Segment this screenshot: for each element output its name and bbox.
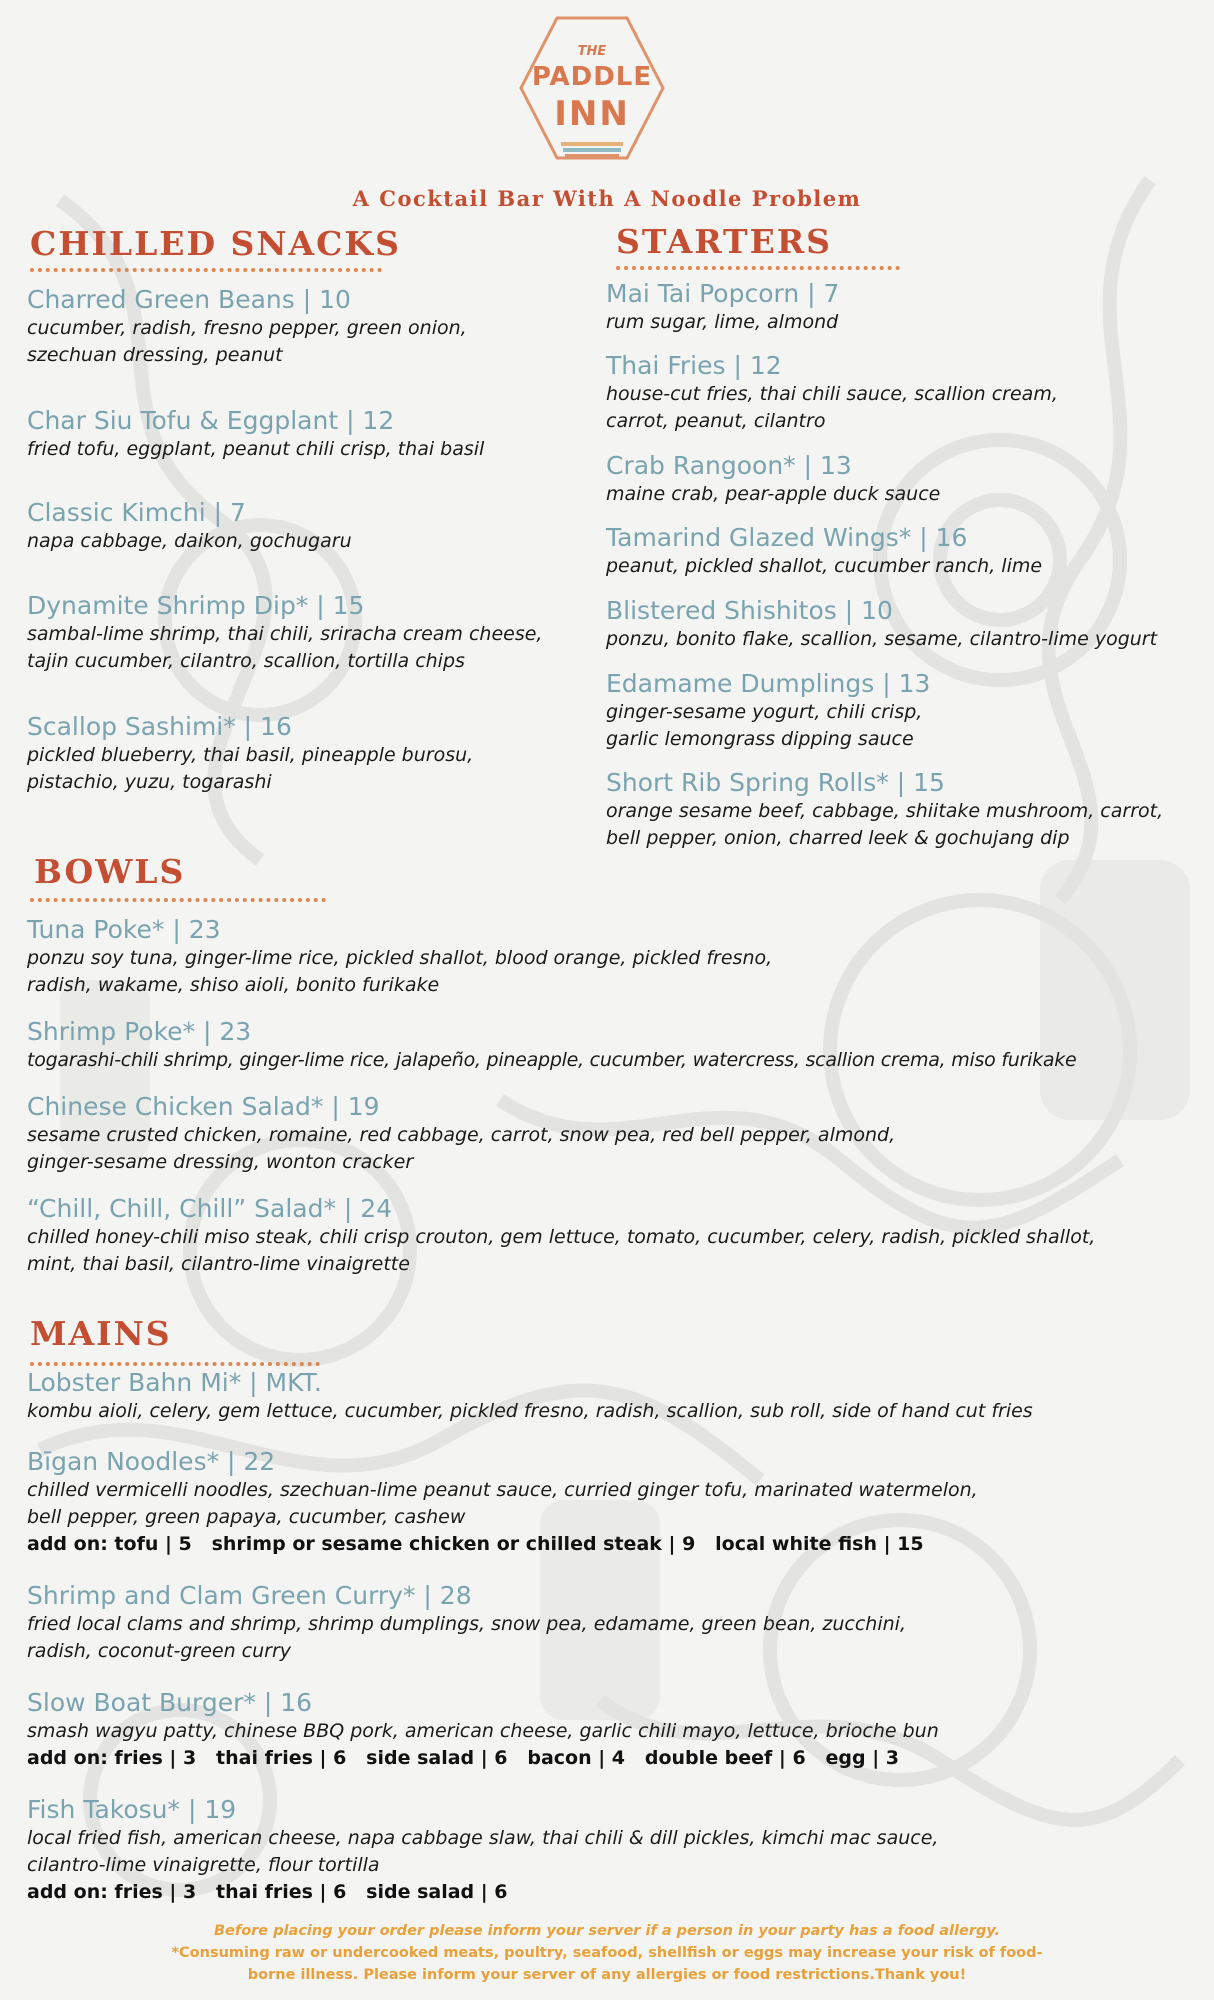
item-name: Tamarind Glazed Wings* | 16: [606, 523, 968, 552]
item-description: [606, 309, 839, 336]
section-divider: [30, 1362, 320, 1366]
menu-item: [27, 1016, 1077, 1074]
item-name: Classic Kimchi | 7: [27, 498, 246, 527]
notice-line: *Consuming raw or undercooked meats, poultry, seafood, shellfish or eggs may increase your risk of food-: [171, 1945, 1043, 1961]
desc-line: rum sugar, lime, almond: [606, 311, 839, 333]
item-name: Slow Boat Burger* | 16: [27, 1688, 313, 1717]
desc-line: radish, wakame, shiso aioli, bonito furikake: [27, 974, 440, 996]
desc-line: pistachio, yuzu, togarashi: [27, 771, 272, 793]
logo-paddle: PADDLE: [531, 62, 653, 92]
item-description: [27, 1611, 906, 1665]
item-name: Thai Fries | 12: [606, 351, 782, 380]
menu-item: [27, 284, 467, 369]
menu-item: [606, 278, 839, 336]
item-name: Shrimp Poke* | 23: [27, 1017, 252, 1046]
section-divider: [30, 268, 382, 272]
item-name: Crab Rangoon* | 13: [606, 451, 852, 480]
item-description: [606, 481, 940, 508]
desc-line: orange sesame beef, cabbage, shiitake mushroom, carrot,: [606, 800, 1164, 822]
desc-line: ponzu soy tuna, ginger-lime rice, pickled shallot, blood orange, pickled fresno,: [27, 947, 773, 969]
item-description: [27, 1825, 938, 1879]
item-description: [606, 381, 1058, 435]
item-description: [27, 1398, 1033, 1425]
desc-line: pickled blueberry, thai basil, pineapple burosu,: [27, 744, 474, 766]
item-name: Short Rib Spring Rolls* | 15: [606, 768, 945, 797]
item-name: Bīgan Noodles* | 22: [27, 1447, 276, 1476]
menu-item: [27, 711, 473, 796]
menu-item: [606, 522, 1042, 580]
menu-item: [606, 350, 1058, 435]
item-name: Scallop Sashimi* | 16: [27, 712, 292, 741]
item-name: Mai Tai Popcorn | 7: [606, 279, 840, 308]
desc-line: carrot, peanut, cilantro: [606, 410, 826, 432]
desc-line: fried tofu, eggplant, peanut chili crisp, thai basil: [27, 438, 485, 460]
desc-line: radish, coconut-green curry: [27, 1640, 292, 1662]
desc-line: kombu aioli, celery, gem lettuce, cucumber, pickled fresno, radish, scallion, sub roll, side of hand cut fries: [27, 1400, 1033, 1422]
menu-item: [27, 405, 484, 463]
section-title-mains: MAINS: [30, 1314, 172, 1353]
item-description: [606, 553, 1042, 580]
desc-line: sambal-lime shrimp, thai chili, sriracha cream cheese,: [27, 623, 543, 645]
menu-item: [27, 1091, 895, 1176]
desc-line: sesame crusted chicken, romaine, red cabbage, carrot, snow pea, red bell pepper, almond,: [27, 1124, 896, 1146]
item-name: Chinese Chicken Salad* | 19: [27, 1092, 380, 1121]
item-name: Shrimp and Clam Green Curry* | 28: [27, 1581, 472, 1610]
paddle-inn-logo: [517, 14, 667, 170]
desc-line: maine crab, pear-apple duck sauce: [606, 483, 941, 505]
desc-line: chilled honey-chili miso steak, chili crisp crouton, gem lettuce, tomato, cucumber, celery, radish, pickled shallot,: [27, 1226, 1096, 1248]
menu-item: [27, 1367, 1033, 1425]
logo-badge-icon: [517, 14, 667, 170]
desc-line: mint, thai basil, cilantro-lime vinaigrette: [27, 1253, 410, 1275]
menu-item: [27, 590, 542, 675]
item-description: [27, 621, 542, 675]
add-on-line: add on: fries | 3 thai fries | 6 side salad | 6 bacon | 4 double beef | 6 egg | 3: [27, 1747, 900, 1769]
item-description: [27, 742, 473, 796]
item-description: [606, 798, 1163, 852]
section-title-bowls: BOWLS: [34, 852, 186, 891]
section-title-chilled-snacks: CHILLED SNACKS: [30, 224, 401, 263]
menu-item: [606, 595, 1157, 653]
item-description: [27, 528, 352, 555]
menu-item: [27, 1687, 939, 1772]
menu-item: [27, 1794, 938, 1906]
desc-line: ginger-sesame yogurt, chili crisp,: [606, 701, 923, 723]
desc-line: chilled vermicelli noodles, szechuan-lime peanut sauce, curried ginger tofu, marinated watermelon,: [27, 1479, 978, 1501]
desc-line: szechuan dressing, peanut: [27, 344, 283, 366]
item-name: Lobster Bahn Mi* | MKT.: [27, 1368, 322, 1397]
item-description: [27, 945, 772, 999]
item-description: [27, 1122, 895, 1176]
item-description: [27, 315, 467, 369]
item-name: Fish Takosu* | 19: [27, 1795, 237, 1824]
add-on-line: add on: fries | 3 thai fries | 6 side salad | 6: [27, 1881, 508, 1903]
item-description: [27, 1718, 939, 1745]
menu-item: [606, 668, 930, 753]
allergy-notice: [0, 1920, 1214, 1986]
desc-line: cilantro-lime vinaigrette, flour tortilla: [27, 1854, 380, 1876]
item-description: [27, 1224, 1095, 1278]
section-divider: [616, 266, 900, 270]
desc-line: peanut, pickled shallot, cucumber ranch, lime: [606, 555, 1043, 577]
menu-item: [27, 1446, 978, 1558]
desc-line: bell pepper, onion, charred leek & gochujang dip: [606, 827, 1070, 849]
logo-the: THE: [577, 44, 607, 59]
notice-line: borne illness. Please inform your server of any allergies or food restrictions.Thank you!: [247, 1967, 967, 1983]
desc-line: cucumber, radish, fresno pepper, green onion,: [27, 317, 467, 339]
item-description: [606, 626, 1157, 653]
section-title-starters: STARTERS: [616, 222, 832, 261]
desc-line: tajin cucumber, cilantro, scallion, tortilla chips: [27, 650, 465, 672]
menu-item: [27, 1580, 906, 1665]
item-name: Char Siu Tofu & Eggplant | 12: [27, 406, 395, 435]
menu-item: [27, 914, 772, 999]
item-description: [27, 1477, 978, 1531]
item-description: [27, 1047, 1077, 1074]
item-name: Tuna Poke* | 23: [27, 915, 221, 944]
notice-line: Before placing your order please inform your server if a person in your party has a food allergy.: [214, 1923, 1000, 1939]
tagline: A Cocktail Bar With A Noodle Problem: [352, 186, 862, 211]
desc-line: smash wagyu patty, chinese BBQ pork, american cheese, garlic chili mayo, lettuce, brioche bun: [27, 1720, 939, 1742]
desc-line: garlic lemongrass dipping sauce: [606, 728, 914, 750]
menu-item: [27, 1193, 1095, 1278]
item-name: Edamame Dumplings | 13: [606, 669, 931, 698]
desc-line: ginger-sesame dressing, wonton cracker: [27, 1151, 414, 1173]
desc-line: local fried fish, american cheese, napa cabbage slaw, thai chili & dill pickles, kimchi mac sauce,: [27, 1827, 939, 1849]
item-name: Blistered Shishitos | 10: [606, 596, 893, 625]
desc-line: ponzu, bonito flake, scallion, sesame, cilantro-lime yogurt: [606, 628, 1158, 650]
menu-item: [606, 450, 940, 508]
desc-line: house-cut fries, thai chili sauce, scallion cream,: [606, 383, 1058, 405]
item-name: “Chill, Chill, Chill” Salad* | 24: [27, 1194, 393, 1223]
desc-line: napa cabbage, daikon, gochugaru: [27, 530, 352, 552]
menu-item: [27, 497, 352, 555]
item-name: Charred Green Beans | 10: [27, 285, 351, 314]
menu-item: [606, 767, 1163, 852]
item-description: [27, 436, 484, 463]
add-on-line: add on: tofu | 5 shrimp or sesame chicken or chilled steak | 9 local white fish | 15: [27, 1533, 924, 1555]
item-description: [606, 699, 930, 753]
logo-inn: INN: [554, 94, 630, 134]
section-divider: [30, 898, 326, 902]
desc-line: togarashi-chili shrimp, ginger-lime rice, jalapeño, pineapple, cucumber, watercress, scallion crema, miso furikake: [27, 1049, 1077, 1071]
desc-line: bell pepper, green papaya, cucumber, cashew: [27, 1506, 466, 1528]
desc-line: fried local clams and shrimp, shrimp dumplings, snow pea, edamame, green bean, zucchini,: [27, 1613, 906, 1635]
item-name: Dynamite Shrimp Dip* | 15: [27, 591, 365, 620]
